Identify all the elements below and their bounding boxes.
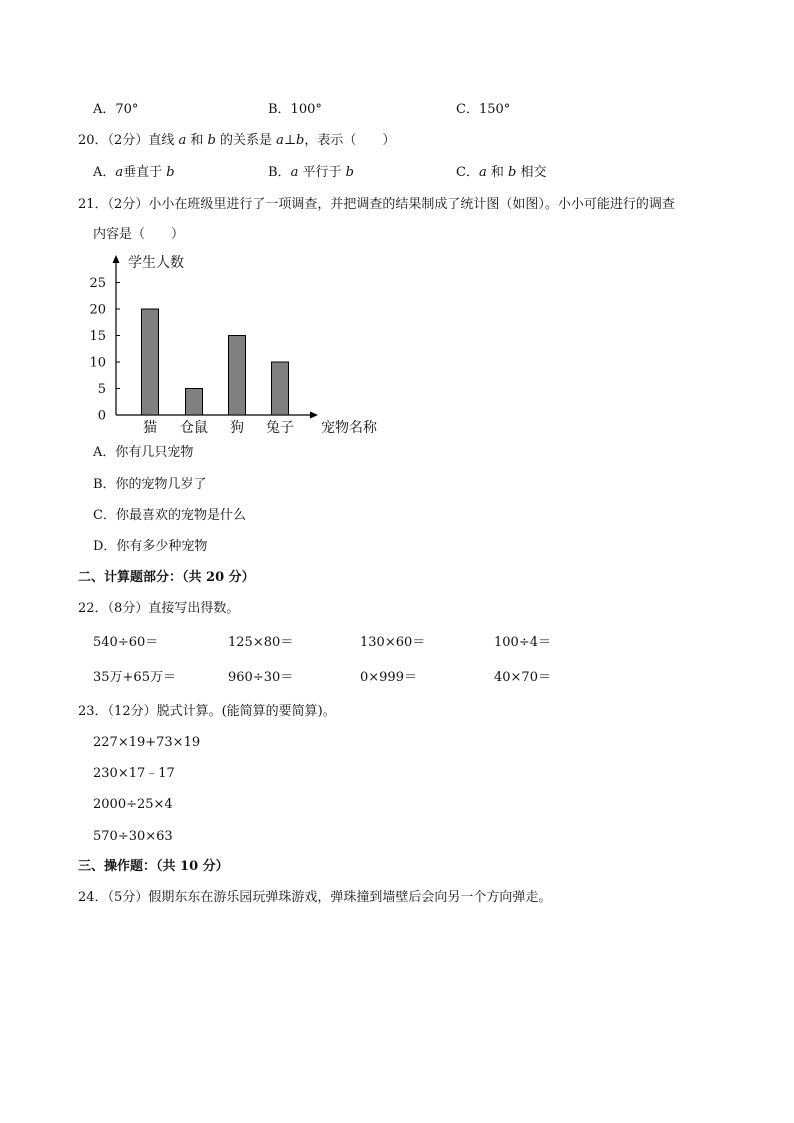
- q20-option-b-var1: a: [290, 165, 299, 180]
- q20-stem: [78, 132, 395, 150]
- q22-item: 40×70＝: [494, 670, 551, 685]
- q21-option-d: D．你有多少种宠物: [93, 539, 208, 554]
- section-3-title: 三、操作题：（共 10 分）: [78, 859, 229, 874]
- x-category-label: 兔子: [266, 420, 294, 436]
- q20-option-a: [93, 164, 175, 182]
- q20-option-a-var2: b: [166, 165, 175, 180]
- q20-option-a-var1: a: [115, 165, 124, 180]
- section-2-title: 二、计算题部分：（共 20 分）: [78, 570, 255, 585]
- q21-option-c: C．你最喜欢的宠物是什么: [93, 508, 246, 523]
- y-axis-arrow: [113, 255, 120, 263]
- q20-stem-suffix: ，表示（ ）: [304, 133, 396, 148]
- q23-item: 570÷30×63: [93, 829, 173, 844]
- y-tick-label: 5: [97, 382, 106, 397]
- q20-stem-prefix: 20．（2分）直线: [78, 133, 179, 148]
- q20-option-b-label: B．: [268, 165, 291, 180]
- q20-var-b: b: [207, 133, 216, 148]
- bar-1: [142, 309, 159, 415]
- y-tick-label: 20: [89, 302, 106, 318]
- q19-option-b: B．100°: [268, 102, 322, 117]
- x-category-label: 狗: [230, 420, 244, 436]
- q22-stem: 22．（8分）直接写出得数。: [78, 601, 240, 616]
- y-tick-label: 10: [89, 355, 106, 371]
- y-tick-label: 0: [97, 408, 106, 424]
- y-tick-label: 15: [89, 329, 106, 344]
- q20-var-a: a: [178, 133, 187, 148]
- q24-stem: 24．（5分）假期东东在游乐园玩弹珠游戏，弹珠撞到墙壁后会向另一个方向弹走。: [78, 890, 552, 905]
- x-axis-label: 宠物名称: [321, 420, 377, 436]
- q20-option-b: [268, 164, 354, 182]
- q20-stem-mid2: 的关系是: [215, 133, 277, 148]
- q20-option-a-text: 垂直于: [123, 165, 167, 180]
- q20-option-b-var2: b: [345, 165, 354, 180]
- q22-item: 960÷30＝: [228, 670, 294, 685]
- x-category-label: 仓鼠: [180, 420, 208, 436]
- q20-option-c-var2: b: [507, 165, 517, 180]
- bar-2: [186, 389, 203, 416]
- q21-stem-line2: 内容是（ ）: [93, 227, 185, 242]
- y-axis-label: 学生人数: [128, 255, 184, 271]
- bar-chart: [84, 248, 424, 438]
- q22-item: 125×80＝: [228, 635, 294, 650]
- q20-relation: a⊥b: [276, 133, 305, 148]
- q20-option-c-var1: a: [478, 165, 487, 180]
- q20-option-c-label: C．: [456, 165, 479, 180]
- q23-item: 230×17﹣17: [93, 766, 175, 781]
- q19-option-c: C．150°: [456, 102, 511, 117]
- q21-option-a: A．你有几只宠物: [93, 445, 194, 460]
- q22-item: 0×999＝: [360, 670, 417, 685]
- x-category-label: 猫: [143, 420, 157, 436]
- q20-option-c-text: 和: [486, 165, 508, 180]
- q19-option-a: A．70°: [93, 102, 139, 117]
- q22-item: 540÷60＝: [93, 635, 159, 650]
- q22-item: 100÷4＝: [494, 635, 551, 650]
- q21-stem-line1: 21．（2分）小小在班级里进行了一项调查，并把调查的结果制成了统计图（如图）。小小可能进行的调查: [78, 197, 675, 212]
- q21-option-b: B．你的宠物几岁了: [93, 477, 207, 492]
- q20-stem-mid1: 和: [186, 133, 208, 148]
- q20-option-a-label: A．: [93, 165, 116, 180]
- bar-4: [272, 362, 289, 415]
- bar-3: [229, 336, 246, 416]
- x-axis-arrow: [310, 412, 318, 419]
- y-tick-label: 25: [89, 276, 106, 291]
- q20-option-b-text: 平行于: [298, 165, 346, 180]
- q20-option-c: [456, 164, 546, 182]
- q23-item: 227×19+73×19: [93, 735, 201, 750]
- q22-item: 35万+65万＝: [93, 670, 176, 685]
- q23-item: 2000÷25×4: [93, 797, 173, 812]
- q20-option-c-text2: 相交: [516, 165, 547, 180]
- q23-stem: 23．（12分）脱式计算。(能简算的要简算)。: [78, 704, 336, 719]
- q22-item: 130×60＝: [360, 635, 426, 650]
